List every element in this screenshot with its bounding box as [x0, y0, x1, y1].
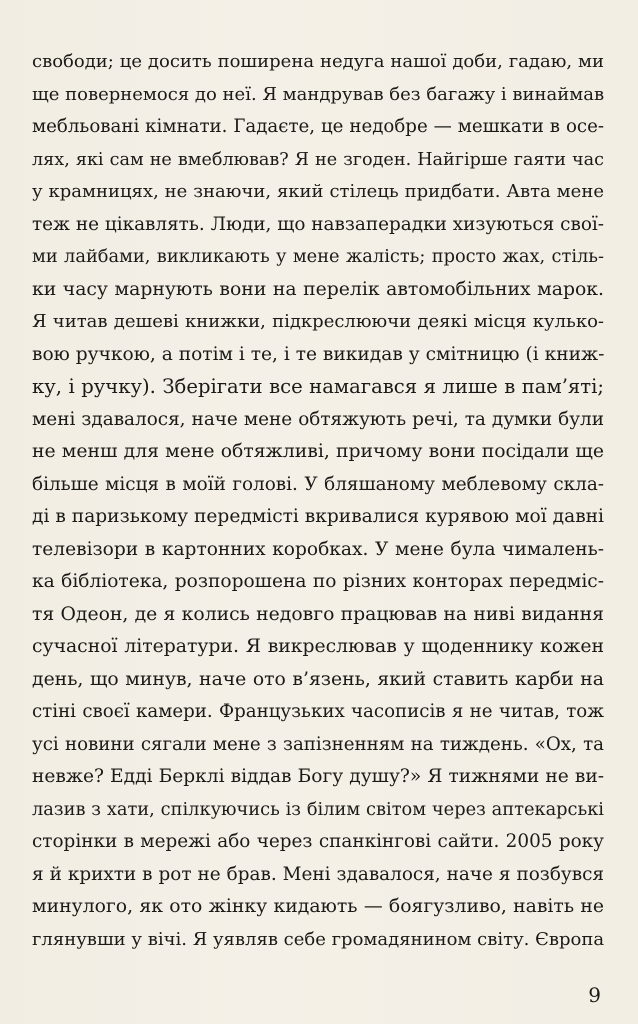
- text-line: невже? Едді Берклі віддав Богу душу?» Я тижнями не ви-: [32, 766, 604, 787]
- text-line: ка бібліотека, розпорошена по різних конторах передміс-: [32, 571, 604, 592]
- text-line: ки часу марнують вони на перелік автомобільних марок.: [32, 278, 604, 300]
- text-line: глянувши у вічі. Я уявляв себе громадянином світу. Європа: [32, 928, 605, 950]
- text-line: телевізори в картонних коробках. У мене була чималень-: [32, 538, 604, 560]
- text-line: минулого, як ото жінку кидають — боягузливо, навіть не: [32, 896, 604, 917]
- text-line: ще повернемося до неї. Я мандрував без багажу і винаймав: [32, 83, 605, 105]
- page-number: 9: [588, 983, 601, 1007]
- text-line: вою ручкою, а потім і те, і те викидав у смітницю (і книж-: [32, 343, 605, 365]
- text-line: я й крихти в рот не брав. Мені здавалося, наче я позбувся: [32, 863, 604, 885]
- text-line: свободи; це досить поширена недуга нашої доби, гадаю, ми: [32, 51, 604, 72]
- text-line: стіні своєї камери. Французьких часописів я не читав, тож: [32, 701, 604, 722]
- body-text: [32, 46, 604, 956]
- text-line: лазив з хати, спілкуючись із білим світом через аптекарські: [32, 798, 604, 820]
- text-line: ку, і ручку). Зберігати все намагався я лише в пам’яті;: [32, 375, 604, 398]
- text-line: тя Одеон, де я колись недовго працював на ниві видання: [32, 603, 604, 625]
- text-line: мені здавалося, наче мене обтяжують речі, та думки були: [32, 408, 604, 430]
- text-line: теж не цікавлять. Люди, що навзаперадки хизуються свої-: [32, 213, 604, 235]
- text-line: ді в паризькому передмісті вкривалися курявою мої давні: [32, 506, 604, 527]
- text-line: день, що минув, наче ото в’язень, який ставить карби на: [32, 668, 604, 690]
- text-line: більше місця в моїй голові. У бляшаному меблевому скла-: [32, 473, 604, 495]
- text-line: Я читав дешеві книжки, підкреслюючи деякі місця кулько-: [32, 311, 604, 332]
- text-line: мебльовані кімнати. Гадаєте, це недобре — мешкати в осе-: [32, 116, 604, 137]
- text-line: не менш для мене обтяжливі, причому вони посідали ще: [32, 441, 604, 462]
- text-line: лях, які сам не вмеблював? Я не згоден. Найгірше гаяти час: [32, 149, 604, 170]
- text-line: у крамницях, не знаючи, який стілець придбати. Авта мене: [32, 181, 604, 202]
- text-line: сучасної літератури. Я викреслював у щоденнику кожен: [32, 636, 604, 657]
- text-line: ми лайбами, викликають у мене жалість; просто жах, стіль-: [32, 246, 604, 267]
- text-line: усі новини сягали мене з запізненням на тиждень. «Ох, та: [32, 733, 604, 755]
- text-line: сторінки в мережі або через спанкінгові сайти. 2005 року: [32, 831, 604, 852]
